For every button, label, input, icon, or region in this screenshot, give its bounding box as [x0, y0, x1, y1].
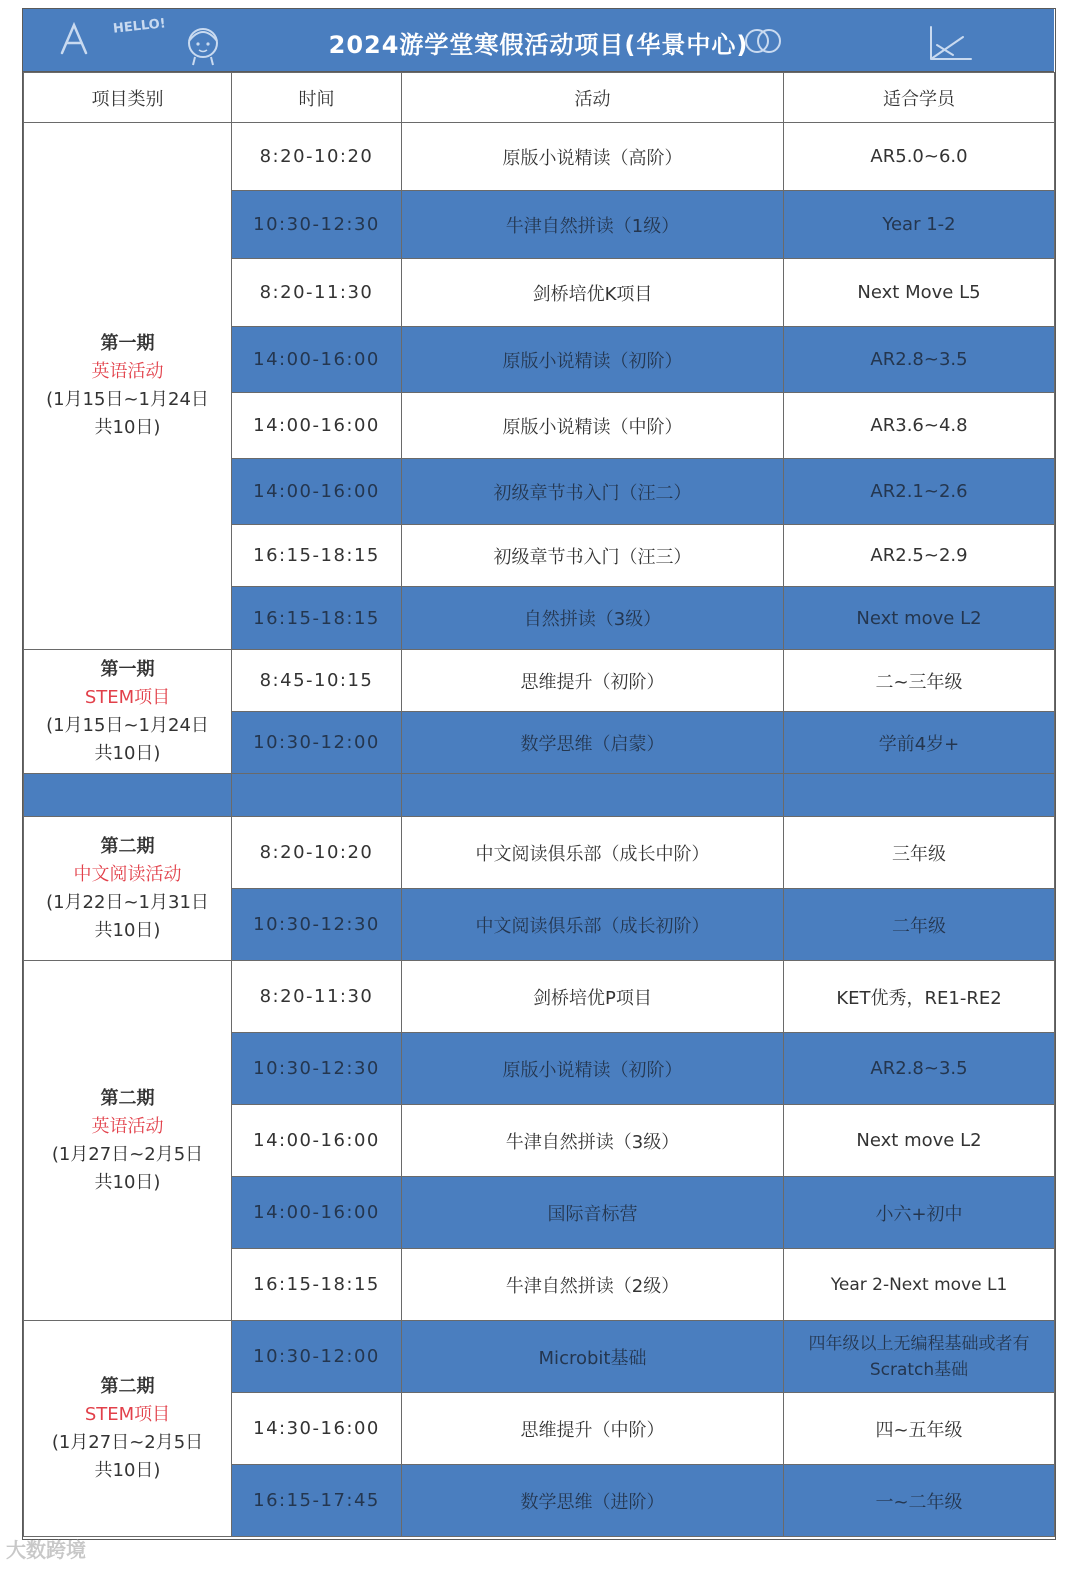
activity-cell: 中文阅读俱乐部（成长中阶）: [402, 817, 784, 889]
category-duration: 共10日): [94, 1459, 161, 1481]
category-name: STEM项目: [84, 686, 171, 708]
students-cell: AR2.8~3.5: [784, 1033, 1055, 1105]
activity-cell: 原版小说精读（初阶）: [402, 1033, 784, 1105]
time-cell: 14:00-16:00: [232, 1177, 402, 1249]
separator-cell: [784, 774, 1055, 817]
students-cell: Year 1-2: [784, 191, 1055, 259]
students-cell: Next move L2: [784, 1105, 1055, 1177]
activity-cell: 初级章节书入门（汪二）: [402, 459, 784, 525]
category-name: STEM项目: [84, 1403, 171, 1425]
category-dates: (1月27日~2月5日: [51, 1431, 204, 1453]
time-cell: 10:30-12:00: [232, 712, 402, 774]
time-cell: 10:30-12:30: [232, 1033, 402, 1105]
students-cell: AR2.8~3.5: [784, 327, 1055, 393]
table-row: [24, 817, 1055, 889]
table-row: [24, 650, 1055, 712]
category-cell: [24, 817, 232, 961]
activity-cell: 数学思维（进阶）: [402, 1465, 784, 1537]
category-period: 第一期: [100, 658, 155, 680]
students-cell: AR2.1~2.6: [784, 459, 1055, 525]
category-period: 第二期: [100, 1375, 155, 1397]
category-duration: 共10日): [94, 742, 161, 764]
time-cell: 10:30-12:30: [232, 889, 402, 961]
time-cell: 16:15-18:15: [232, 587, 402, 650]
table-row: [24, 1321, 1055, 1393]
category-dates: (1月27日~2月5日: [51, 1143, 204, 1165]
activity-cell: 思维提升（中阶）: [402, 1393, 784, 1465]
activity-cell: 原版小说精读（高阶）: [402, 123, 784, 191]
time-cell: 8:20-11:30: [232, 259, 402, 327]
category-dates: (1月15日~1月24日: [46, 389, 209, 410]
students-cell: AR3.6~4.8: [784, 393, 1055, 459]
activity-cell: 自然拼读（3级）: [402, 587, 784, 650]
time-cell: 8:20-10:20: [232, 123, 402, 191]
activity-cell: 初级章节书入门（汪三）: [402, 525, 784, 587]
students-cell: Next move L2: [784, 587, 1055, 650]
category-name: 英语活动: [91, 1115, 164, 1137]
separator-cell: [232, 774, 402, 817]
students-cell: 四~五年级: [784, 1393, 1055, 1465]
hello-doodle: HELLO!: [112, 16, 167, 37]
header-activity: 活动: [402, 73, 784, 123]
students-cell: 三年级: [784, 817, 1055, 889]
activity-cell: 原版小说精读（初阶）: [402, 327, 784, 393]
category-cell: [24, 1321, 232, 1537]
activity-cell: 国际音标营: [402, 1177, 784, 1249]
category-name: 中文阅读活动: [73, 863, 182, 885]
header-time: 时间: [232, 73, 402, 123]
category-cell: [24, 961, 232, 1321]
students-cell: 四年级以上无编程基础或者有Scratch基础: [784, 1321, 1055, 1393]
time-cell: 10:30-12:30: [232, 191, 402, 259]
category-dates: (1月22日~1月31日: [46, 891, 209, 913]
table-row: [24, 123, 1055, 191]
schedule-frame: [22, 8, 1056, 1540]
time-cell: 10:30-12:00: [232, 1321, 402, 1393]
time-cell: 16:15-18:15: [232, 1249, 402, 1321]
header-students: 适合学员: [784, 73, 1055, 123]
students-cell: AR5.0~6.0: [784, 123, 1055, 191]
time-cell: 14:00-16:00: [232, 1105, 402, 1177]
watermark: 大数跨境: [6, 1538, 86, 1562]
activity-cell: 中文阅读俱乐部（成长初阶）: [402, 889, 784, 961]
separator-row: [24, 774, 1055, 817]
students-cell: 二~三年级: [784, 650, 1055, 712]
activity-cell: 剑桥培优K项目: [402, 259, 784, 327]
separator-cell: [402, 774, 784, 817]
title-bar: [23, 9, 1054, 72]
activity-cell: 数学思维（启蒙）: [402, 712, 784, 774]
activity-cell: 牛津自然拼读（2级）: [402, 1249, 784, 1321]
schedule-table: [23, 72, 1055, 1537]
category-dates: (1月15日~1月24日: [46, 714, 209, 736]
category-period: 第一期: [100, 333, 155, 354]
students-cell: Next Move L5: [784, 259, 1055, 327]
time-cell: 14:00-16:00: [232, 459, 402, 525]
category-period: 第二期: [100, 835, 155, 857]
time-cell: 8:20-11:30: [232, 961, 402, 1033]
category-period: 第二期: [100, 1087, 155, 1109]
time-cell: 8:45-10:15: [232, 650, 402, 712]
activity-cell: Microbit基础: [402, 1321, 784, 1393]
time-cell: 16:15-17:45: [232, 1465, 402, 1537]
time-cell: 14:30-16:00: [232, 1393, 402, 1465]
header-row: [24, 73, 1055, 123]
time-cell: 8:20-10:20: [232, 817, 402, 889]
students-cell: Year 2-Next move L1: [784, 1249, 1055, 1321]
category-duration: 共10日): [94, 417, 161, 438]
time-cell: 14:00-16:00: [232, 327, 402, 393]
schedule-body: [24, 123, 1055, 1537]
activity-cell: 思维提升（初阶）: [402, 650, 784, 712]
students-cell: AR2.5~2.9: [784, 525, 1055, 587]
activity-cell: 剑桥培优P项目: [402, 961, 784, 1033]
activity-cell: 牛津自然拼读（1级）: [402, 191, 784, 259]
students-cell: 一~二年级: [784, 1465, 1055, 1537]
table-row: [24, 961, 1055, 1033]
students-cell: 学前4岁+: [784, 712, 1055, 774]
separator-cell: [24, 774, 232, 817]
page-title: 2024游学堂寒假活动项目(华景中心): [328, 31, 749, 59]
activity-cell: 原版小说精读（中阶）: [402, 393, 784, 459]
header-category: 项目类别: [24, 73, 232, 123]
category-name: 英语活动: [91, 361, 164, 382]
students-cell: KET优秀，RE1-RE2: [784, 961, 1055, 1033]
time-cell: 16:15-18:15: [232, 525, 402, 587]
category-duration: 共10日): [94, 1171, 161, 1193]
students-cell: 小六+初中: [784, 1177, 1055, 1249]
category-cell: [24, 123, 232, 650]
category-duration: 共10日): [94, 919, 161, 941]
category-cell: [24, 650, 232, 774]
activity-cell: 牛津自然拼读（3级）: [402, 1105, 784, 1177]
students-cell: 二年级: [784, 889, 1055, 961]
time-cell: 14:00-16:00: [232, 393, 402, 459]
